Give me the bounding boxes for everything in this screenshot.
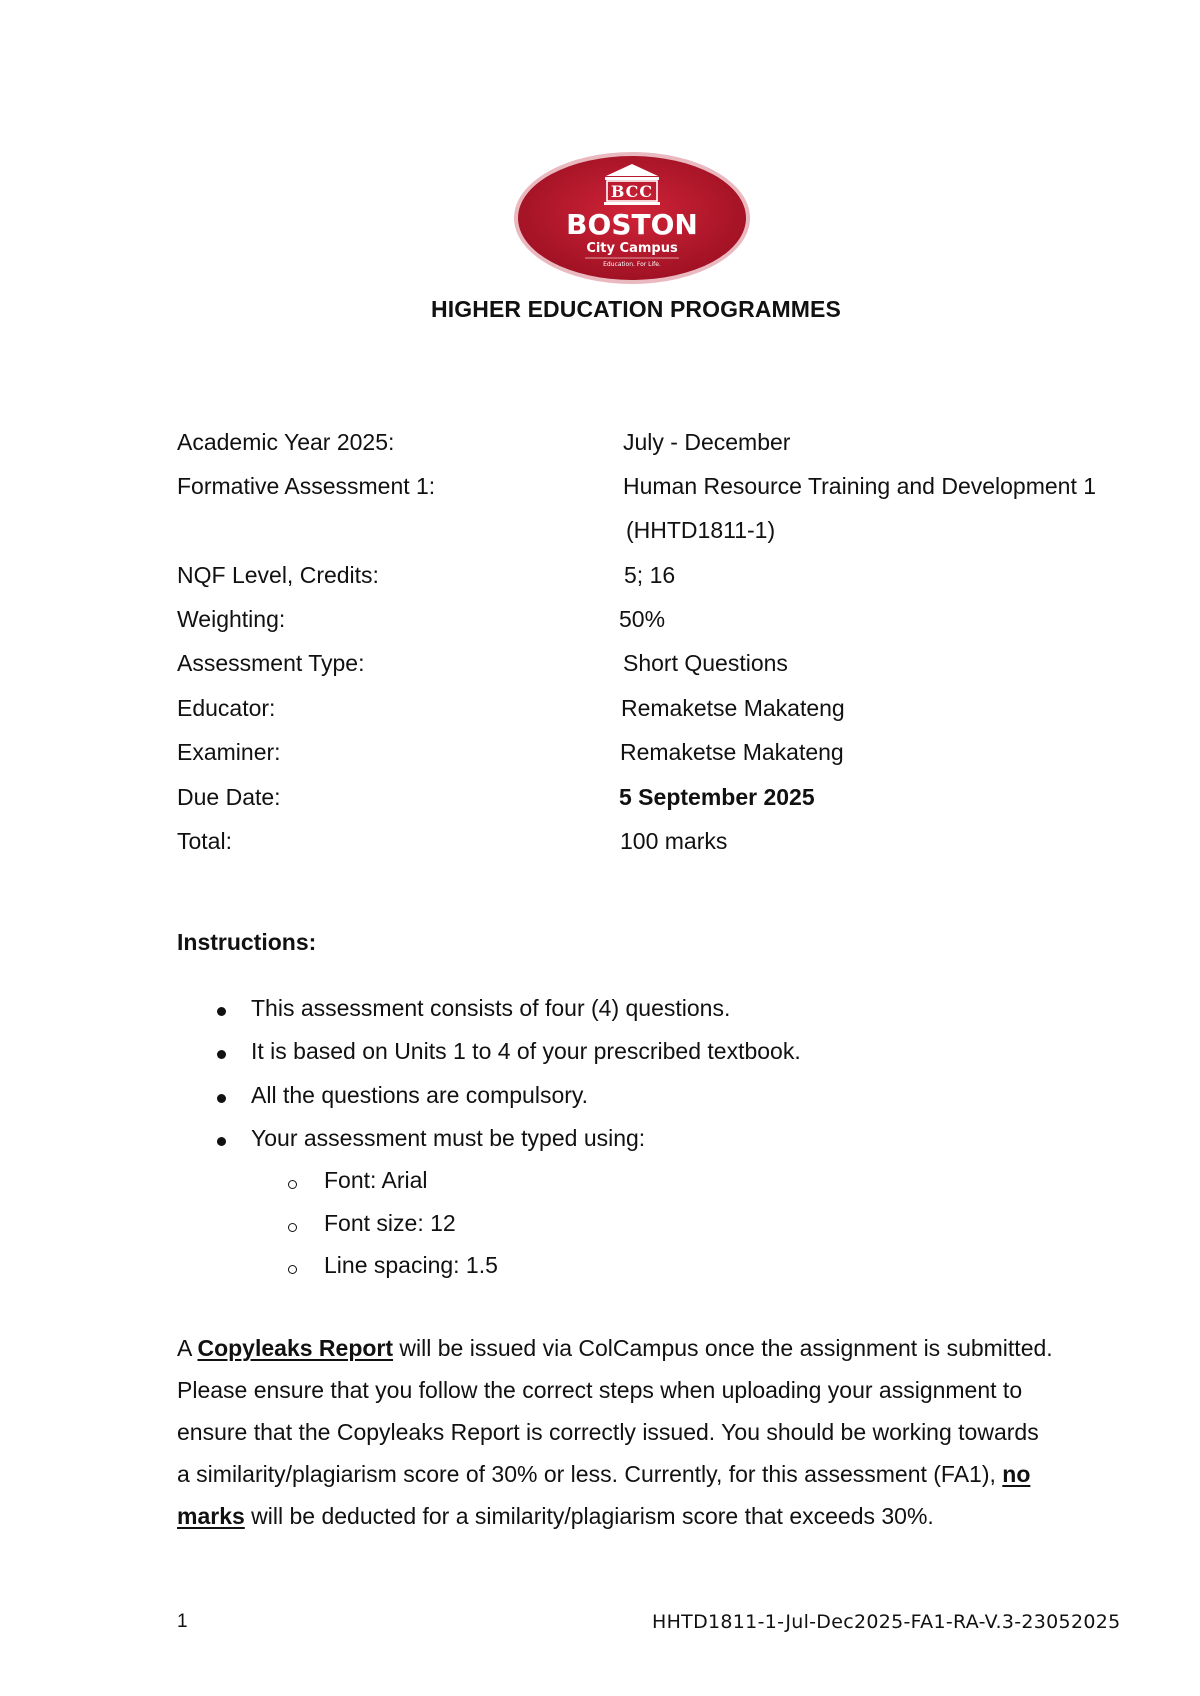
- document-code: HHTD1811-1-Jul-Dec2025-FA1-RA-V.3-23052025: [652, 1611, 1121, 1633]
- meta-label: Formative Assessment 1:: [177, 473, 436, 499]
- sub-bullet-circle: [288, 1265, 297, 1274]
- meta-value: Short Questions: [623, 650, 788, 676]
- instruction-sub-item: Line spacing: 1.5: [324, 1252, 498, 1278]
- instruction-item: It is based on Units 1 to 4 of your prescribed textbook.: [251, 1038, 801, 1064]
- bullet-dot: [217, 1050, 226, 1059]
- meta-label: Examiner:: [177, 739, 281, 765]
- instruction-item: All the questions are compulsory.: [251, 1082, 589, 1108]
- meta-label: Weighting:: [177, 606, 286, 632]
- emphasis-no: no: [1002, 1461, 1031, 1487]
- meta-label: Academic Year 2025:: [177, 429, 395, 455]
- meta-value: Remaketse Makateng: [621, 695, 845, 721]
- text: A: [177, 1335, 198, 1361]
- paragraph-line: ensure that the Copyleaks Report is correctly issued. You should be working towards: [177, 1419, 1039, 1445]
- instruction-sub-item: Font: Arial: [324, 1167, 428, 1193]
- paragraph-line: [177, 1335, 1053, 1362]
- meta-label: Assessment Type:: [177, 650, 365, 676]
- meta-value: 50%: [619, 606, 666, 632]
- instruction-item: Your assessment must be typed using:: [251, 1125, 646, 1151]
- meta-label: Educator:: [177, 695, 276, 721]
- bullet-dot: [217, 1137, 226, 1146]
- text: will be issued via ColCampus once the assignment is submitted.: [393, 1335, 1053, 1361]
- meta-label: Due Date:: [177, 784, 281, 810]
- meta-value: July - December: [623, 429, 791, 455]
- logo-tagline: Education. For Life.: [603, 261, 661, 268]
- sub-bullet-circle: [288, 1223, 297, 1232]
- copyleaks-report-link[interactable]: Copyleaks Report: [197, 1335, 394, 1361]
- meta-value: Human Resource Training and Development 1: [623, 473, 1097, 499]
- logo-name: BOSTON: [566, 208, 698, 241]
- emphasis-marks: marks: [177, 1503, 245, 1529]
- text: will be deducted for a similarity/plagiarism score that exceeds 30%.: [244, 1503, 934, 1529]
- meta-value: 100 marks: [620, 828, 728, 854]
- paragraph-line: [177, 1503, 934, 1530]
- programme-title: HIGHER EDUCATION PROGRAMMES: [431, 296, 841, 322]
- meta-value-due-date: 5 September 2025: [619, 784, 815, 810]
- meta-value: Remaketse Makateng: [620, 739, 844, 765]
- meta-label: Total:: [177, 828, 232, 854]
- paragraph-line: [177, 1461, 1030, 1488]
- meta-value-course-code: (HHTD1811-1): [626, 517, 776, 543]
- instruction-sub-item: Font size: 12: [324, 1210, 456, 1236]
- paragraph-line: Please ensure that you follow the correct steps when uploading your assignment to: [177, 1377, 1023, 1403]
- text: a similarity/plagiarism score of 30% or less. Currently, for this assessment (FA1),: [177, 1461, 1003, 1487]
- bullet-dot: [217, 1094, 226, 1103]
- meta-value: 5; 16: [624, 562, 676, 588]
- instructions-heading: Instructions:: [177, 929, 317, 955]
- logo-initials: BCC: [610, 182, 654, 201]
- page-number: 1: [177, 1611, 188, 1632]
- boston-city-campus-logo: [511, 148, 753, 288]
- logo-subtitle: City Campus: [586, 241, 678, 256]
- bullet-dot: [217, 1007, 226, 1016]
- instruction-item: This assessment consists of four (4) questions.: [251, 995, 731, 1021]
- meta-label: NQF Level, Credits:: [177, 562, 379, 588]
- sub-bullet-circle: [288, 1180, 297, 1189]
